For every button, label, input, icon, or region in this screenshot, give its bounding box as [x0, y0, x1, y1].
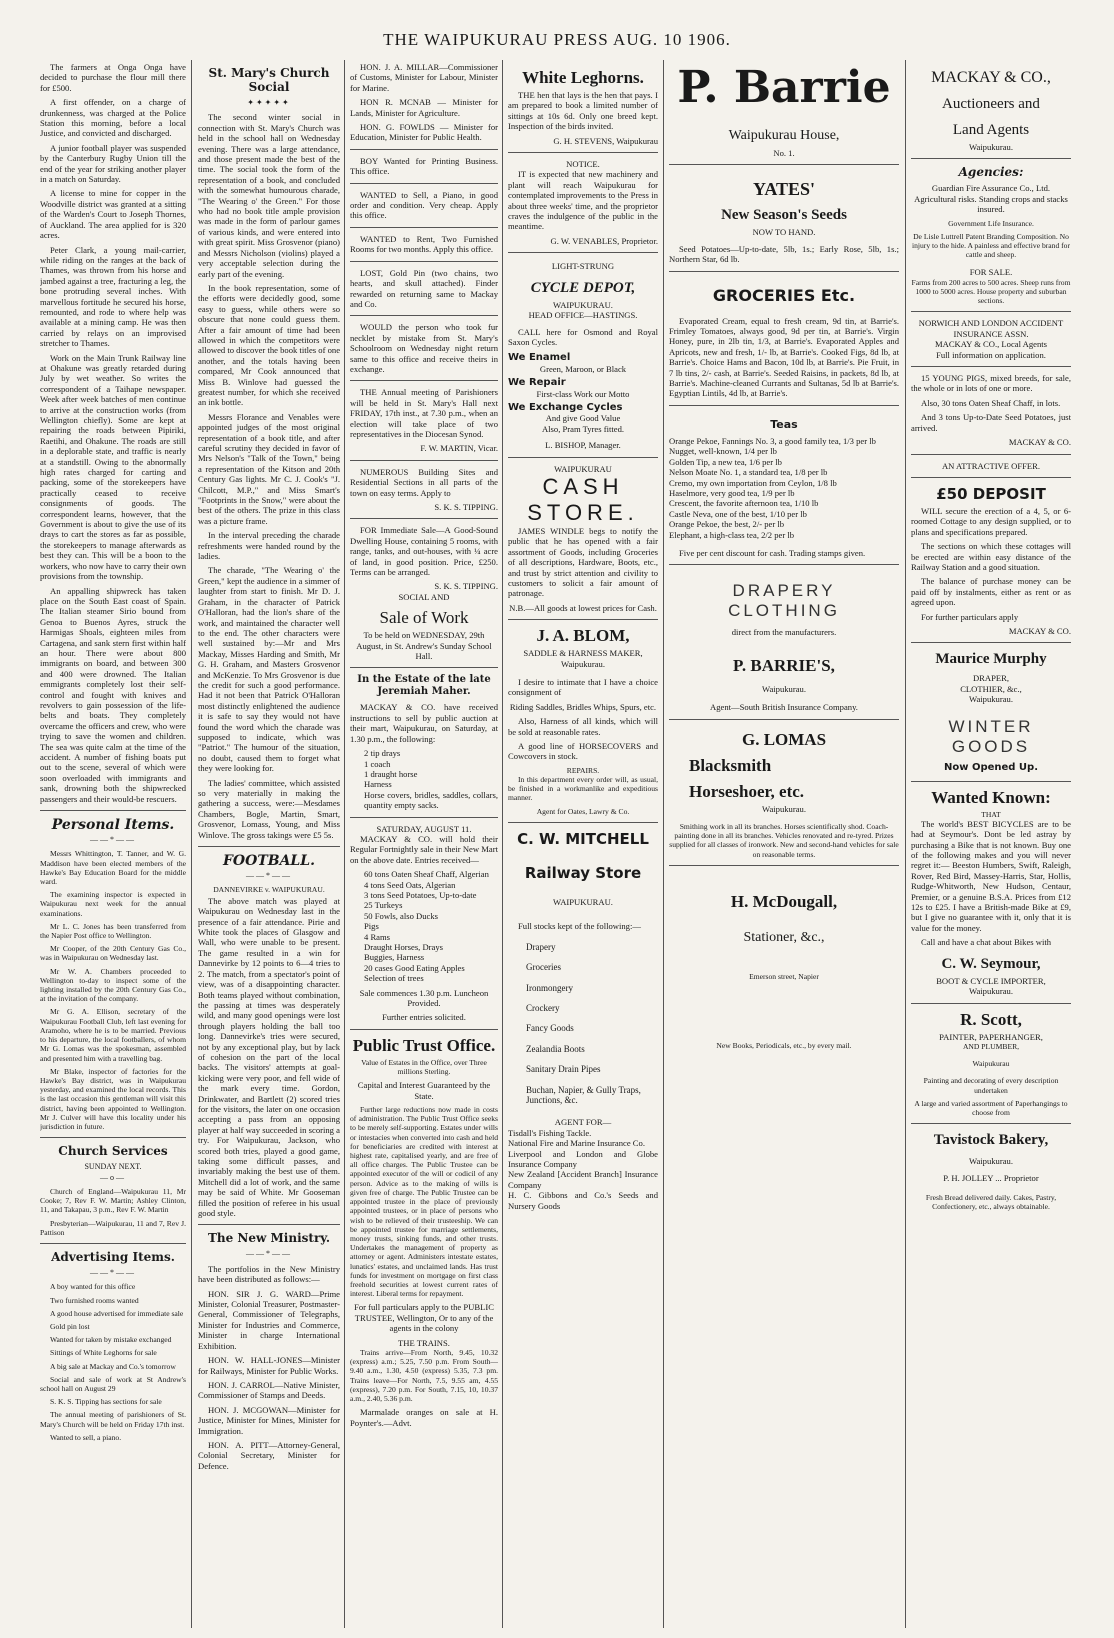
mackay-sub1: Auctioneers and: [942, 96, 1040, 112]
tavistock-heading: Tavistock Bakery,: [933, 1132, 1049, 1149]
personal-item: Mr G. A. Ellison, secretary of the Waipukurau Football Club, left last evening for Aramoho, where he is to be married. Previous to his departure, the local footballers, of whom Mr G. Lomas was the spokesman, assembled and presented him with a travelling bag.: [40, 1007, 186, 1063]
wanted-that: THAT: [981, 809, 1001, 819]
store-heading: STORE.: [527, 499, 639, 525]
estate-item: Horse covers, bridles, saddles, collars, quantity empty sacks.: [364, 789, 498, 811]
divider: [350, 667, 498, 668]
personal-item: Mr L. C. Jones has been transferred from the Napier Post office to Wellington.: [40, 921, 186, 941]
ornament: ——*——: [90, 1267, 136, 1277]
scott-sub: PAINTER, PAPERHANGER,: [939, 1031, 1043, 1042]
signature: G. H. STEVENS, Waipukurau: [553, 135, 658, 146]
divider: [669, 271, 899, 272]
groceries-heading: GROCERIES Etc.: [712, 285, 856, 305]
offer-heading: AN ATTRACTIVE OFFER.: [941, 460, 1041, 471]
ministry-list: [198, 1289, 340, 1472]
divider: [669, 405, 899, 406]
divider: [350, 149, 498, 150]
divider: [911, 477, 1071, 478]
seymour-town: Waipukurau.: [969, 986, 1013, 997]
stock-item: Zealandia Boots: [526, 1043, 585, 1054]
advertising-item: A big sale at Mackay and Co.'s tomorrow: [50, 1361, 176, 1371]
deposit-body: For further particulars apply: [921, 611, 1019, 622]
blom-repairs: In this department every order will, as usual, be finished in a workmanlike and expeditious manner.: [508, 775, 658, 803]
signature: MACKAY & CO.: [1008, 625, 1071, 636]
personal-item: Mr Cooper, of the 20th Century Gas Co., was in Waipukurau on Wednesday last.: [40, 944, 186, 963]
divider: [669, 164, 899, 165]
advertising-item: Two furnished rooms wanted: [50, 1295, 139, 1305]
news-item: A first offender, on a charge of drunkenness, was charged at the Police Station this morning, before a local Justice, and convicted and discharged.: [40, 97, 186, 139]
column-2: [198, 62, 340, 1628]
marmalade-notice: Marmalade oranges on sale at H. Poynter's.—Advt.: [350, 1407, 498, 1428]
opened-heading: Now Opened Up.: [943, 761, 1039, 773]
agent-item: Liverpool and London and Globe Insurance Company: [508, 1148, 658, 1169]
yates-sub: New Season's Seeds: [721, 207, 847, 224]
mcdougall-addr: Emerson street, Napier: [749, 971, 819, 981]
personal-item: Mr Blake, inspector of factories for the Hawke's Bay district, was in Waipukurau yesterday, and examined the local records. This is the last occasion this gentleman will visit this district, having been appointed to Wellington. Mr J. Culver will have this locality under his jurisdiction in future.: [40, 1066, 186, 1131]
column-rule: [905, 60, 906, 1628]
barrie-heading: P. Barrie: [677, 62, 891, 113]
sale-commences: Sale commences 1.30 p.m. Luncheon Provided.: [359, 987, 489, 1009]
sale-entry: 3 tons Seed Potatoes, Up-to-date: [364, 889, 477, 900]
divider: [508, 152, 658, 153]
ministry-heading: The New Ministry.: [207, 1231, 331, 1246]
scott-body: Painting and decorating of every description undertaken: [923, 1076, 1059, 1095]
classified-ad: FOR Immediate Sale—A Good-Sound Dwelling House, containing 5 rooms, with range, tanks, and out-houses, with ¼ acre of land, in good position. Price, £250. Terms can be arranged.: [350, 525, 498, 578]
estate-item: Harness: [364, 779, 392, 790]
enamel-sub: Green, Maroon, or Black: [539, 363, 627, 374]
trains-heading: THE TRAINS.: [398, 1337, 450, 1348]
cash-town: WAIPUKURAU: [554, 463, 612, 474]
classified-ad: NUMEROUS Building Sites and Residential Sections in all parts of the town on easy terms. Apply to: [350, 466, 498, 498]
article-paragraph: The portfolios in the New Ministry have been distributed as follows:—: [198, 1263, 340, 1285]
football-heading: FOOTBALL.: [222, 853, 315, 870]
stock-item: Groceries: [526, 962, 561, 973]
wanted-body: The world's BEST BICYCLES are to be had at Seymour's. Dont be led astray by purchasing a Bike that is not known. Buy one of the following makes and you will never regret it:— Beeston Humbers, Swift, Raleigh, Rover, Red Bird, Massey-Harris, Star, Hollis, Rudge-Whitworth, New Hudson, Centaur, Premier, or a genuine B.S.A. Prices from £12 12s to £25. I have a British-made Bike at £9, but I give no guarantee with it, only that it is value for the money.: [911, 818, 1071, 933]
tea-item: Castle Neva, one of the best, 1/10 per lb: [669, 508, 807, 519]
masthead: [0, 0, 1114, 52]
yates-hand: NOW TO HAND.: [752, 227, 816, 238]
divider: [350, 518, 498, 519]
leghorns-body: THE hen that lays is the hen that pays. I am prepared to book a limited number of sittings at 10s 6d. Only one breed kept. Inspection of the birds invited.: [508, 90, 658, 132]
deposit-body: The balance of purchase money can be paid off by instalments, either as rent or as agreed upon.: [911, 576, 1071, 608]
cash-body: JAMES WINDLE begs to notify the public that he has opened with a fair assortment of Goods, including Groceries of all descriptions, Hardware, Boots, etc., and trust by strict attention and civility to customers to solicit a fair amount of patronage.: [508, 525, 658, 599]
agent-heading: AGENT FOR—: [554, 1117, 612, 1128]
column-rule: [663, 60, 664, 1628]
ministry-item: HON. J. A. MILLAR—Commissioner of Customs, Minister for Labour, Minister for Marine.: [350, 62, 498, 93]
teas-discount: Five per cent discount for cash. Trading stamps given.: [679, 547, 866, 558]
signature: G. W. VENABLES, Proprietor.: [550, 235, 658, 246]
news-item: An appalling shipwreck has taken place on the South East coast of Spain. The Italian steamer Sirio bound from Genoa to Buenos Ayres, struck the Harmigas Shoals, eighteen miles from Cartagena, and sank stern first within half an hour. There were about 800 immigrants on board, and between 300 and 400 were drowned. The Italian emmigrants completely lost their self-control and fought with knives and revolvers to gain possession of the life-belts and boats. They completely overcame the officers and crew, who were trying to save the women and children. The sea was quite calm at the time of the accident. A number of fishing boats put out to the scene, several of which were soon overloaded with immigrants and sank, drowning both the shipwrecked passengers and their would-be rescuers.: [40, 585, 186, 804]
cycle-call: CALL here for Osmond and Royal Saxon Cycles.: [508, 326, 658, 347]
advertising-item: Sittings of White Leghorns for sale: [50, 1348, 157, 1358]
signature: MACKAY & CO.: [1008, 437, 1071, 448]
mcdougall-heading: H. McDougall,: [730, 891, 838, 911]
agent-item: Tisdall's Fishing Tackle.: [508, 1127, 592, 1138]
classified-ad: WANTED to Sell, a Piano, in good order and condition. Very cheap. Apply this office.: [350, 189, 498, 221]
tea-item: Orange Pekoe, the best, 2/- per lb: [669, 519, 785, 530]
cycle-depot-heading: CYCLE DEPOT,: [530, 279, 636, 296]
blom-town: Waipukurau.: [561, 658, 605, 669]
stock-item: Sanitary Drain Pipes: [526, 1064, 601, 1075]
blom-sub: SADDLE & HARNESS MAKER,: [523, 648, 643, 659]
groceries-body: Evaporated Cream, equal to fresh cream, 9d tin, at Barrie's. Frimley Tomatoes, always good, 9d per tin, at Barrie's. Virgin Honey, pure, in 2lb tin, 1/3, at Barrie's. Evaporated Apples and Apricots, new and fresh, 1/- lb, at Barrie's. Cooked Figs, 8d lb, at Barrie's. Choice Hams and Bacon, 10d lb, at Barrie's. Pie Fruit, in 7 lb tins, 2/- cash, at Barrie's. Seeded Raisins, in packets, 8d lb, at Barrie's. Machine-cleaned Currants and Sultanas, 5d lb at Barrie's. Egyptian Lintils, 4d lb, at Barrie's.: [669, 315, 899, 399]
agent-list: [508, 1128, 658, 1211]
divider: [350, 183, 498, 184]
estate-item: 2 tip drays: [364, 748, 401, 759]
ornament: —o—: [100, 1172, 126, 1182]
newspaper-title: THE WAIPUKURAU PRESS AUG. 10 1906.: [383, 30, 731, 49]
sale-entry: Buggies, Harness: [364, 952, 425, 963]
stock-item: Crockery: [526, 1002, 560, 1013]
divider: [911, 1003, 1071, 1004]
blom-repairs-heading: REPAIRS.: [566, 765, 600, 775]
ornament: ——*——: [246, 871, 292, 881]
cycle-town: WAIPUKURAU.: [553, 299, 613, 310]
public-trust-sub: Capital and Interest Guaranteed by the State.: [357, 1080, 491, 1101]
classified-ad: WANTED to Rent, Two Furnished Rooms for two months. Apply this office.: [350, 233, 498, 255]
agent-item: New Zealand [Accident Branch] Insurance Company: [508, 1169, 658, 1190]
stock-item: Drapery: [526, 941, 556, 952]
divider: [911, 642, 1071, 643]
scott-town: Waipukurau: [972, 1059, 1010, 1069]
ornament: ——*——: [90, 835, 136, 845]
divider: [669, 865, 899, 866]
divider: [350, 261, 498, 262]
column-rule: [502, 60, 503, 1628]
lomas-town: Waipukurau.: [762, 803, 806, 814]
public-trust-body: Further large reductions now made in costs of administration. The Public Trust Office seeks to be merely self-supporting. Estates under wills or intestacies when converted into cash and held for beneficiaries are credited with interest at highest rate, capitalised yearly, and are free of all office charges. The Public Trustee can be appointed executor of the will or codicil of any person. Advice as to the making of wills is given free of charge. The Public Trustee can be appointed trustee in the place of previously appointed trustees, or in place of persons who wish to be relieved of their trusteeship. We can be appointed trustee for marriage settlements, money trusts, sinking funds, and other trusts. Undertakes the management of property as attorney or agent. Administers intestate estates, lunatics' estates, and unclaimed lands. Has trust funds for investment on mortgage on first class freehold securities at lowest current rates of interest. Liberal terms for repayment.: [350, 1105, 498, 1299]
article-paragraph: The second winter social in connection with St. Mary's Church was held in the school hall on Wednesday evening. There was a large attendance, and those present made the best of the time. The social took the form of the representation of a book, and concluded with the somewhat humourous charade, "The Wearing o' the Green." For those who had no book title ample provision was made in the form of parlour games of various kinds, and were entered into with great spirit. Miss Grosvenor (piano) and Messrs Nicholson (violins) played a very acceptable selection during the early part of the evening.: [198, 112, 340, 279]
sale-entry: Pigs: [364, 921, 379, 932]
mackay-sub2: Land Agents: [952, 122, 1030, 138]
mitchell-town: WAIPUKURAU.: [553, 896, 613, 907]
branding: De Lisle Luttrell Patent Branding Composition. No injury to the hide. A painless and effective brand for cattle and sheep.: [911, 231, 1071, 260]
estate-item: 1 coach: [364, 758, 391, 769]
divider: [669, 719, 899, 720]
mcdougall-sub: Stationer, &c.,: [743, 929, 825, 945]
sale-entry: Draught Horses, Drays: [364, 942, 443, 952]
leghorns-heading: White Leghorns.: [522, 68, 644, 87]
column-1: [40, 62, 186, 1628]
blom-agent: Agent for Oates, Lawry & Co.: [536, 806, 630, 816]
lomas-sub1: Blacksmith: [689, 755, 772, 775]
sale-entry: Selection of trees: [364, 973, 424, 984]
cycle-office: HEAD OFFICE—HASTINGS.: [528, 310, 638, 321]
advertising-item: A boy wanted for this office: [50, 1282, 136, 1292]
signature: S. K. S. TIPPING.: [434, 581, 498, 592]
divider: [911, 781, 1071, 782]
signature: S. K. S. TIPPING.: [434, 502, 498, 512]
repair-sub: First-class Work our Motto: [536, 388, 630, 399]
barrie-house: Waipukurau House,: [728, 128, 840, 143]
ornament: ✦✦✦✦✦: [247, 98, 291, 107]
agencies-heading: Agencies:: [958, 165, 1024, 180]
drapery-sub: direct from the manufacturers.: [731, 627, 837, 638]
for-sale-body: Farms from 200 acres to 500 acres. Sheep runs from 1000 to 5000 acres. House property and suburban sections.: [911, 277, 1071, 306]
sale-entry: 20 cases Good Eating Apples: [364, 962, 465, 973]
sale-entry: 50 Fowls, also Ducks: [364, 910, 439, 921]
blom-line: A good line of HORSECOVERS and Cowcovers in stock.: [508, 741, 658, 762]
deposit-heading: £50 DEPOSIT: [936, 484, 1046, 503]
article-paragraph: In the interval preceding the charade refreshments were handed round by the ladies.: [198, 530, 340, 562]
classified-ad: THE Annual meeting of Parishioners will be held in St. Mary's Hall next FRIDAY, 17th inst., at 7.30 p.m., when an election will take place of two representatives in the Diocesan Synod.: [350, 387, 498, 439]
column-3: [350, 62, 498, 1628]
exchange-heading: We Exchange Cycles: [508, 401, 623, 413]
sale-entry: 60 tons Oaten Sheaf Chaff, Algerian: [364, 869, 489, 880]
tea-item: Nugget, well-known, 1/4 per lb: [669, 446, 777, 457]
deposit-body: WILL secure the erection of a 4, 5, or 6-roomed Cottage to any design supplied, or to plans and specifications prepared.: [911, 505, 1071, 537]
divider: [350, 460, 498, 461]
social-heading: St. Mary's Church Social: [208, 66, 330, 94]
murphy-sub: CLOTHIER, &c.,: [960, 683, 1022, 694]
article-paragraph: The ladies' committee, which assisted so very materially in making the gathering a success, were:—Mesdames Chambers, Bogle, Martin, Smart, Grosvenor, Lomass, Young, and Miss Winlove. The gross takings were £5 5s.: [198, 777, 340, 840]
advertising-item: Wanted for taken by mistake exchanged: [50, 1335, 172, 1345]
tea-item: Cremo, my own importation from Ceylon, 1/8 lb: [669, 477, 837, 488]
barrie-no: No. 1.: [773, 148, 795, 158]
article-paragraph: The charade, "The Wearing o' the Green," kept the audience in a simmer of laughter from start to finish. Mr D. J. Graham, in the character of Patrick O'Halloran, had the lion's share of the work, and maintained the character well to the end. The other characters were well sustained by:—Mr and Mrs Mackay, Misses Harding and Smith, Mr G. H. Graham, and Masters Grosvenor and McKenzie. To Mrs Grosvenor is due the credit for such a good performance. Had it not been that Patrick O'Halloran most distinctly enlightened the audience it is safe to say they would not have found the word which the charade was supposed to indicate, which was "Patriot." The humour of the situation, no doubt, caused them to forget what they were looking for.: [198, 565, 340, 774]
divider: [669, 564, 899, 565]
personal-items-heading: Personal Items.: [51, 817, 175, 834]
tea-item: Orange Pekoe, Fannings No. 3, a good family tea, 1/3 per lb: [669, 435, 876, 446]
ministry-list-continued: [350, 62, 498, 143]
news-item: The farmers at Onga Onga have decided to purchase the flour mill there for £500.: [40, 62, 186, 93]
divider: [350, 315, 498, 316]
divider: [40, 1137, 186, 1138]
barries-heading: P. BARRIE'S,: [733, 655, 835, 675]
lomas-sub2: Horseshoer, etc.: [689, 781, 805, 801]
barries-agent: Agent—South British Insurance Company.: [710, 702, 858, 713]
blom-intro: I desire to intimate that I have a choice consignment of: [508, 677, 658, 698]
mitchell-intro: Full stocks kept of the following:—: [518, 921, 641, 932]
mitchell-heading: C. W. MITCHELL: [517, 829, 649, 848]
cash-nb: N.B.—All goods at lowest prices for Cash.: [509, 602, 657, 613]
barries-town: Waipukurau.: [762, 683, 806, 694]
ministry-item: HON. J. CARROL—Native Minister, Commissioner of Stamps and Deeds.: [198, 1379, 340, 1401]
article-paragraph: Messrs Florance and Venables were appointed judges of the most original representation of a book title, and after careful scrutiny they decided in favor of Mrs Nelson's "Talk of the Town," being a representation of the Kitson and 20th Century Gas lights. Mr C. J. Cook's "J. Chilcott, M.P.," and Miss Smart's "Footprints in the Snow," were about the best of the others. The prize in this class was a picture frame.: [198, 411, 340, 526]
tea-item: Crescent, the favorite afternoon tea, 1/10 lb: [669, 498, 819, 509]
tea-item: Golden Tip, a new tea, 1/6 per lb: [669, 456, 782, 467]
saturday-list: [364, 869, 498, 983]
blom-also: Also, Harness of all kinds, which will be sold at reasonable rates.: [508, 716, 658, 737]
article-paragraph: The above match was played at Waipukurau on Wednesday last in the presence of a fair attendance. Pirie and White took the places of Glasgow and Wall, who were unable to be present. The game resulted in a win for Dannevirke by 12 points to 6—4 tries to 2. The match, from a spectator's point of view, was of a disappointing character. Both teams played without combination, the passing at times was desperately wild, and many good openings were lost through players holding the ball too long. Dannevirke's tries were secured, not by any exceptional play, but by lack of cohesion on the part of the local backs. The visitors' attempts at goal-kicking were very poor, and fell wide of the mark every time. Gordon, Drinkwater, and Bartlett (2) scored tries for the visitors, the later on one occasion accepting a pass from an opposing player at half way succeeded in scoring a try. For Waipukurau, Jackson, who scored both tries, played a good game, taking some difficult passes, and invariably making the best use of them. Mitchell did a lot of work, and the same may be said of White. Mr Gooseman filled the position of referee in his usual good style.: [198, 895, 340, 1219]
church-item: Church of England—Waipukurau 11, Mr Cooke; 7, Rev F. W. Martin; Ashley Clinton, 11, and Takapau, 3 p.m., Rev F. W. Martin: [40, 1186, 186, 1215]
blom-heading: J. A. BLOM,: [536, 626, 630, 646]
norwich-info: Full information on application.: [936, 349, 1046, 360]
classified-ad: BOY Wanted for Printing Business. This office.: [350, 155, 498, 177]
deposit-body: The sections on which these cottages will be erected are within easy distance of the Railway Station and a good situation.: [911, 541, 1071, 572]
divider: [350, 227, 498, 228]
divider: [40, 1243, 186, 1244]
divider: [40, 810, 186, 811]
tavistock-town: Waipukurau.: [969, 1156, 1013, 1167]
divider: [911, 1123, 1071, 1124]
pigs-ad: 15 YOUNG PIGS, mixed breeds, for sale, the whole or in lots of one or more.: [911, 373, 1071, 394]
column-rule: [191, 60, 192, 1628]
mcdougall-body: New Books, Periodicals, etc., by every mail.: [716, 1040, 852, 1050]
saturday-body: MACKAY & CO. will hold their Regular Fortnightly sale in their New Mart on the above date. Entries received—: [350, 833, 498, 865]
social-sale-label: SOCIAL AND: [398, 591, 450, 602]
murphy-sub: DRAPER,: [972, 673, 1010, 684]
signature: F. W. MARTIN, Vicar.: [420, 443, 498, 454]
column-rule: [344, 60, 345, 1628]
divider: [508, 822, 658, 823]
tea-item: Haselmore, very good tea, 1/9 per lb: [669, 487, 795, 498]
lomas-body: Smithing work in all its branches. Horses scientifically shod. Coach-painting done in all its branches. Vehicles renovated and re-tyred. Prizes supplied for all classes of ironwork. New and second-hand vehicles for sale on reasonable terms.: [669, 821, 899, 859]
public-trust-heading: Public Trust Office.: [352, 1035, 496, 1055]
notice-heading: NOTICE.: [566, 159, 600, 170]
sale-of-work-body: To be held on WEDNESDAY, 29th August, in St. Andrew's Sunday School Hall.: [356, 630, 492, 662]
railway-store-heading: Railway Store: [524, 863, 642, 882]
wanted-call: Call and have a chat about Bikes with: [921, 937, 1052, 948]
divider: [911, 454, 1071, 455]
sale-of-work-heading: Sale of Work: [379, 608, 469, 628]
news-item: Peter Clark, a young mail-carrier, while riding on the ranges at the back of Thames, was thrown from his horse and jambed against a tree, fracturing a leg, the bone protruding several inches. With marvellous fortitude he secured his horse, remounted, and rode to where help was available at a mining camp. He was then carried by relays on an improvised stretcher to Thames.: [40, 244, 186, 349]
chaff-ad: Also, 30 tons Oaten Sheaf Chaff, in lots.: [921, 397, 1061, 408]
advertising-item: A good house advertised for immediate sale: [50, 1308, 184, 1318]
cash-heading: CASH: [542, 473, 624, 499]
sale-entry: 25 Turkeys: [364, 900, 403, 911]
yates-heading: YATES': [752, 179, 816, 200]
advertising-list: [40, 1282, 186, 1442]
ornament: ——*——: [246, 1249, 292, 1259]
church-subheading: SUNDAY NEXT.: [84, 1162, 142, 1172]
estate-body: MACKAY & CO. have received instructions to sell by public auction at their mart, Waipukurau, on Saturday, at 1.30 p.m., the following:: [350, 702, 498, 744]
article-paragraph: In the book representation, some of the efforts were decidedly good, some easy to guess, while others were so obscure that none could guess them. After a fair amount of time had been allowed in which the competitors were allowed to discover the book titles of one another, and the totals having been compared, Mr Cook announced that Miss B. Winlove had guessed the greatest number, for which she received an ink bottle.: [198, 282, 340, 408]
sale-entry: 4 Rams: [364, 931, 391, 942]
advertising-item: The annual meeting of parishioners of St. Mary's Church will be held on Friday 17th inst.: [40, 1410, 186, 1429]
personal-item: Mr W. A. Chambers proceeded to Wellington to-day to inspect some of the lighting installed by the 20th Century Gas Co., at the invitation of the company.: [40, 966, 186, 1004]
estate-item: 1 draught horse: [364, 768, 418, 779]
advertising-item: Gold pin lost: [50, 1321, 90, 1331]
ministry-item: HON. SIR J. G. WARD—Prime Minister, Colonial Treasurer, Postmaster-General, Commissioner of Telegraphs, Minister for Industries and Commerce, Minister in charge International Exhibition.: [198, 1288, 340, 1351]
divider: [350, 817, 498, 818]
tavistock-body: Fresh Bread delivered daily. Cakes, Pastry, Confectionery, etc., always obtainable.: [925, 1192, 1057, 1212]
seymour-heading: C. W. Seymour,: [941, 955, 1041, 972]
divider: [911, 311, 1071, 312]
sale-entry: 4 tons Seed Oats, Algerian: [364, 879, 456, 890]
divider: [350, 380, 498, 381]
stock-item: Fancy Goods: [526, 1023, 574, 1034]
blom-items: Riding Saddles, Bridles Whips, Spurs, etc.: [509, 701, 657, 712]
advertising-items-heading: Advertising Items.: [51, 1249, 175, 1264]
wanted-heading: Wanted Known:: [931, 787, 1051, 807]
ministry-item: HON. A. PITT—Attorney-General, Colonial Secretary, Minister for Defence.: [198, 1439, 340, 1471]
clothing-heading: CLOTHING: [728, 601, 840, 621]
divider: [350, 1029, 498, 1030]
personal-item: The examining inspector is expected in Waipukurau next week for the annual examinations.: [40, 890, 186, 918]
column-6: [911, 62, 1071, 1628]
scott-heading: R. Scott,: [960, 1009, 1022, 1029]
tea-item: Nelson Moate No. 1, a standard tea, 1/8 per lb: [669, 467, 828, 478]
classified-ad: WOULD the person who took fur necklet by mistake from St. Mary's Schoolroom on Wednesday night return same to this office and receive theirs in exchange.: [350, 322, 498, 374]
agent-item: National Fire and Marine Insurance Co.: [508, 1138, 645, 1149]
personal-item: Messrs Whittington, T. Tanner, and W. G. Maddison have been elected members of the Hawke's Bay Education Board for the middle ward.: [40, 849, 186, 887]
public-trust-contact: For full particulars apply to the PUBLIC TRUSTEE, Wellington, Or to any of the agents in the colony: [354, 1302, 494, 1334]
divider: [508, 252, 658, 253]
repair-heading: We Repair: [508, 377, 566, 389]
estate-heading: In the Estate of the late Jeremiah Maher.: [357, 674, 491, 698]
cycle-signature: L. BISHOP, Manager.: [545, 440, 621, 451]
norwich-agents: MACKAY & CO., Local Agents: [934, 339, 1048, 350]
divider: [198, 1224, 340, 1225]
classified-ad: LOST, Gold Pin (two chains, two hearts, and skull attached). Finder rewarded on returning same to Mackay and Co.: [350, 267, 498, 309]
stock-item: Buchan, Napier, & Gully Traps, Junctions, &c.: [526, 1084, 641, 1105]
divider: [508, 619, 658, 620]
lomas-heading: G. LOMAS: [741, 729, 827, 749]
for-sale-heading: FOR SALE.: [969, 267, 1013, 278]
agencies-body: Guardian Fire Assurance Co., Ltd. Agricultural risks. Standing crops and stacks insured.: [914, 183, 1068, 215]
mitchell-list: [508, 942, 658, 1106]
church-item: Presbyterian—Waipukurau, 11 and 7, Rev J. Pattison: [40, 1218, 186, 1237]
scott-body: A large and varied assortment of Paperhangings to choose from: [914, 1098, 1068, 1117]
divider: [508, 457, 658, 458]
advertising-item: Wanted to sell, a piano.: [50, 1432, 122, 1442]
ministry-item: HON R. MCNAB — Minister for Lands, Minister for Agriculture.: [350, 97, 498, 118]
divider: [198, 846, 340, 847]
norwich-heading: NORWICH AND LONDON ACCIDENT INSURANCE ASSN.: [918, 318, 1064, 339]
column-4: [508, 62, 658, 1628]
scott-sub: AND PLUMBER,: [962, 1041, 1020, 1051]
church-services-heading: Church Services: [58, 1144, 168, 1159]
news-item: A license to mine for copper in the Woodville district was granted at a sitting of the Warden's Court to Joseph Thornes, of Auckland. The area applied for is 320 acres.: [40, 188, 186, 241]
murphy-town: Waipukurau.: [969, 694, 1013, 705]
ministry-item: HON. G. FOWLDS — Minister for Education, Minister for Public Health.: [350, 122, 498, 143]
ministry-item: HON. W. HALL-JONES—Minister for Railways, Minister for Public Works.: [198, 1355, 340, 1376]
gov-life: Government Life Insurance.: [948, 218, 1034, 228]
news-item: Work on the Main Trunk Railway line at Ohakune was greatly retarded during July by wet weather. So writes the correspondent of a Taihape newspaper. Week after week batches of men continue to arrive at the construction works (from Wellington chiefly). Some are kept at repairing the roads between Pipiriki, Raetihi, and Ohakune. The roads are still in a deplorable state, and traffic is nearly at a standstill. Owing to the abnormally high rates charged for carting and packing, some of the storekeepers have practically ceased to receive consignments of goods. The correspondent learns, however, that the Government is about to give the use of its drays to cart the stores as far as possible, the storekeepers to manage afterwards as best they can. This will be a boon to the workers, who now have to carry their own provisions from the township.: [40, 352, 186, 582]
tea-item: Elephant, a high-class tea, 2/2 per lb: [669, 529, 795, 540]
divider: [911, 366, 1071, 367]
further-entries: Further entries solicited.: [382, 1012, 466, 1023]
saturday-heading: SATURDAY, AUGUST 11.: [376, 823, 472, 834]
advertising-item: S. K. S. Tipping has sections for sale: [50, 1397, 162, 1407]
murphy-heading: Maurice Murphy: [935, 651, 1047, 668]
enamel-heading: We Enamel: [508, 352, 571, 364]
exchange-sub: And give Good Value: [545, 413, 621, 424]
public-trust-sub: Value of Estates in the Office, over Three millions Sterling.: [361, 1057, 487, 1077]
ministry-item: HON. J. MCGOWAN—Minister for Justice, Minister for Mines, Minister for Immigration.: [198, 1404, 340, 1436]
teas-list: [669, 436, 899, 540]
goods-heading: GOODS: [951, 736, 1031, 756]
news-item: A junior football player was suspended by the Canterbury Rugby Union till the end of the year for striking another player in a match on Saturday.: [40, 142, 186, 185]
divider: [911, 158, 1071, 159]
tavistock-prop: P. H. JOLLEY ... Proprietor: [943, 1172, 1039, 1183]
yates-body: Seed Potatoes—Up-to-date, 5lb, 1s.; Early Rose, 5lb, 1s.; Northern Star, 6d lb.: [669, 243, 899, 265]
drapery-heading: DRAPERY: [732, 581, 836, 601]
cycle-sub: LIGHT-STRUNG: [551, 261, 615, 272]
estate-list: [364, 748, 498, 810]
seymour-sub: BOOT & CYCLE IMPORTER,: [936, 975, 1046, 986]
column-5: [669, 62, 899, 1628]
mackay-town: Waipukurau.: [969, 142, 1013, 152]
notice-body: IT is expected that new machinery and plant will reach Waipukurau for contemplated improvements to the Press in about three weeks' time, and the proprietor craves the indulgence of the public in the meantime.: [508, 169, 658, 232]
mackay-heading: MACKAY & CO.,: [931, 69, 1051, 86]
teas-heading: Teas: [770, 417, 798, 431]
football-subheading: DANNEVIRKE v. WAIPUKURAU.: [213, 885, 325, 895]
trains-body: Trains arrive—From North, 9.45, 10.32 (express) a.m.; 5.25, 7.50 p.m. From South—9.40 a.m., 1.30, 4.50 (express) 5.35, 7.3 pm. Trains leave—For North, 7.5, 9.55 am, 4.55 (express), 7.20 p.m. For South, 7.15, 10, 10.37 a.m., 2.40, 5.36 p.m.: [350, 1347, 498, 1403]
stock-item: Ironmongery: [526, 982, 573, 993]
agent-item: H. C. Gibbons and Co.'s Seeds and Nursery Goods: [508, 1190, 658, 1211]
potatoes-ad: And 3 tons Up-to-Date Seed Potatoes, just arrived.: [911, 412, 1071, 433]
advertising-item: Social and sale of work at St Andrew's school hall on August 29: [40, 1374, 186, 1393]
exchange-sub: Also, Pram Tyres fitted.: [541, 423, 625, 434]
winter-heading: WINTER: [948, 716, 1034, 736]
